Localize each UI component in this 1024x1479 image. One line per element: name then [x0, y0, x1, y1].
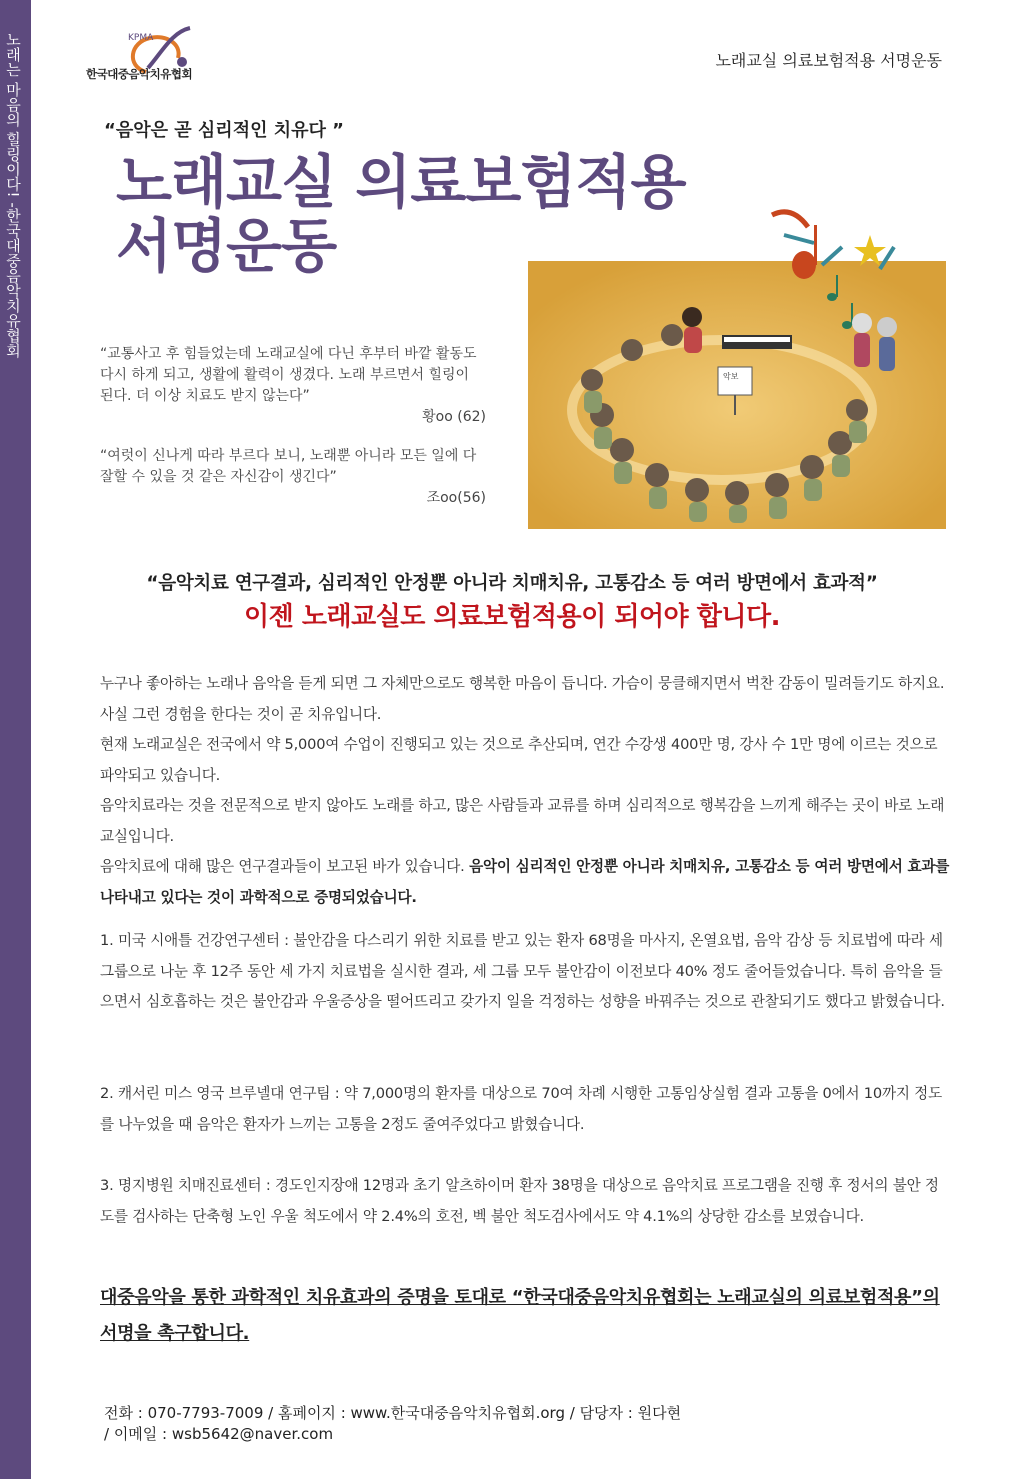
- petition-statement: 대중음악을 통한 과학적인 치유효과의 증명을 토대로 “한국대중음악치유협회는 노래교실의 의료보험적용”의 서명을 촉구합니다.: [100, 1287, 940, 1344]
- testimonial-author: 조oo(56): [426, 490, 486, 506]
- intro-quote: “음악은 곧 심리적인 치유다 ”: [104, 120, 344, 141]
- body-bold-text: 음악이 심리적인 안정뿐 아니라 치매치유, 고통감소 등 여러 방면에서 효과를 나타내고 있다는 것이 과학적으로 증명되었습니다.: [100, 858, 950, 906]
- research-item-3: 3. 명지병원 치매진료센터 : 경도인지장애 12명과 초기 알츠하이머 환자 38명을 대상으로 음악치료 프로그램을 진행 후 정서의 불안 정도를 검사하는 단축형 노인 우울 척도에서 약 2.4%의 호전, 벡 불안 척도검사에서도 약 4.1%의 상당한 감소를 보였습니다.: [100, 1177, 939, 1225]
- headline-call-to-action: 이젠 노래교실도 의료보험적용이 되어야 합니다.: [244, 602, 780, 632]
- body-paragraph: 현재 노래교실은 전국에서 약 5,000여 수업이 진행되고 있는 것으로 추산되며, 연간 수강생 400만 명, 강사 수 1만 명에 이르는 것으로 파악되고 있습니다.: [100, 736, 938, 784]
- contact-email: / 이메일 : wsb5642@naver.com: [104, 1425, 334, 1443]
- research-item-2: 2. 캐서린 미스 영국 브루넬대 연구팀 : 약 7,000명의 환자를 대상으로 70여 차례 시행한 고통임상실험 결과 고통을 0에서 10까지 정도를 나누었을 때 음악은 환자가 느끼는 고통을 2정도 줄여주었다고 밝혔습니다.: [100, 1085, 942, 1133]
- body-paragraph: [100, 852, 950, 913]
- body-text: [100, 669, 950, 913]
- headline-research: “음악치료 연구결과, 심리적인 안정뿐 아니라 치매치유, 고통감소 등 여러 방면에서 효과적”: [146, 573, 878, 594]
- contact-info: [104, 1403, 681, 1445]
- sheet-label: 악보: [723, 372, 739, 381]
- singing-class-illustration: [522, 205, 952, 535]
- body-plain-text: 음악치료에 대해 많은 연구결과들이 보고된 바가 있습니다.: [100, 858, 470, 875]
- body-paragraph: 누구나 좋아하는 노래나 음악을 듣게 되면 그 자체만으로도 행복한 마음이 듭니다. 가슴이 뭉클해지면서 벅찬 감동이 밀려들기도 하지요. 사실 그런 경험을 한다는 것이 곧 치유입니다.: [100, 675, 945, 723]
- main-title-line2: 서명운동: [116, 212, 337, 280]
- testimonial-text: “교통사고 후 힘들었는데 노래교실에 다닌 후부터 바깥 활동도 다시 하게 되고, 생활에 활력이 생겼다. 노래 부르면서 힐링이 된다. 더 이상 치료도 받지 않는다”: [100, 346, 477, 404]
- header-title: 노래교실 의료보험적용 서명운동: [715, 51, 942, 70]
- testimonial: [100, 344, 486, 428]
- logo-badge: KPMA: [128, 33, 154, 43]
- main-title-line1: 노래교실 의료보험적용: [116, 148, 686, 216]
- research-item-1: 1. 미국 시애틀 건강연구센터 : 불안감을 다스리기 위한 치료를 받고 있는 환자 68명을 마사지, 온열요법, 음악 감상 등 치료법에 따라 세 그룹으로 나눈 후 12주 동안 세 가지 치료법을 실시한 결과, 세 그룹 모두 불안감이 이전보다 40% 정도 줄어들었습니다. 특히 음악을 들으면서 심호흡하는 것은 불안감과 우울증상을 떨어뜨리고 갖가지 일을 걱정하는 성향을 바꿔주는 것으로 관찰되기도 했다고 밝혔습니다.: [100, 932, 945, 1010]
- body-paragraph: 음악치료라는 것을 전문적으로 받지 않아도 노래를 하고, 많은 사람들과 교류를 하며 심리적으로 행복감을 느끼게 해주는 곳이 바로 노래교실입니다.: [100, 797, 945, 845]
- testimonial-author: 황oo (62): [422, 409, 486, 425]
- org-name: 한국대중음악치유협회: [86, 67, 193, 81]
- testimonial-text: “여럿이 신나게 따라 부르다 보니, 노래뿐 아니라 모든 일에 다 잘할 수 있을 것 같은 자신감이 생긴다”: [100, 448, 477, 485]
- testimonial: [100, 446, 486, 509]
- side-bar: [0, 0, 31, 1479]
- side-bar-slogan: 노래는 마음의 힐링이다! -한국대중음악치유협회: [4, 32, 22, 358]
- contact-line: 전화 : 070-7793-7009 / 홈페이지 : www.한국대중음악치유협회.org / 담당자 : 원다현: [104, 1404, 682, 1422]
